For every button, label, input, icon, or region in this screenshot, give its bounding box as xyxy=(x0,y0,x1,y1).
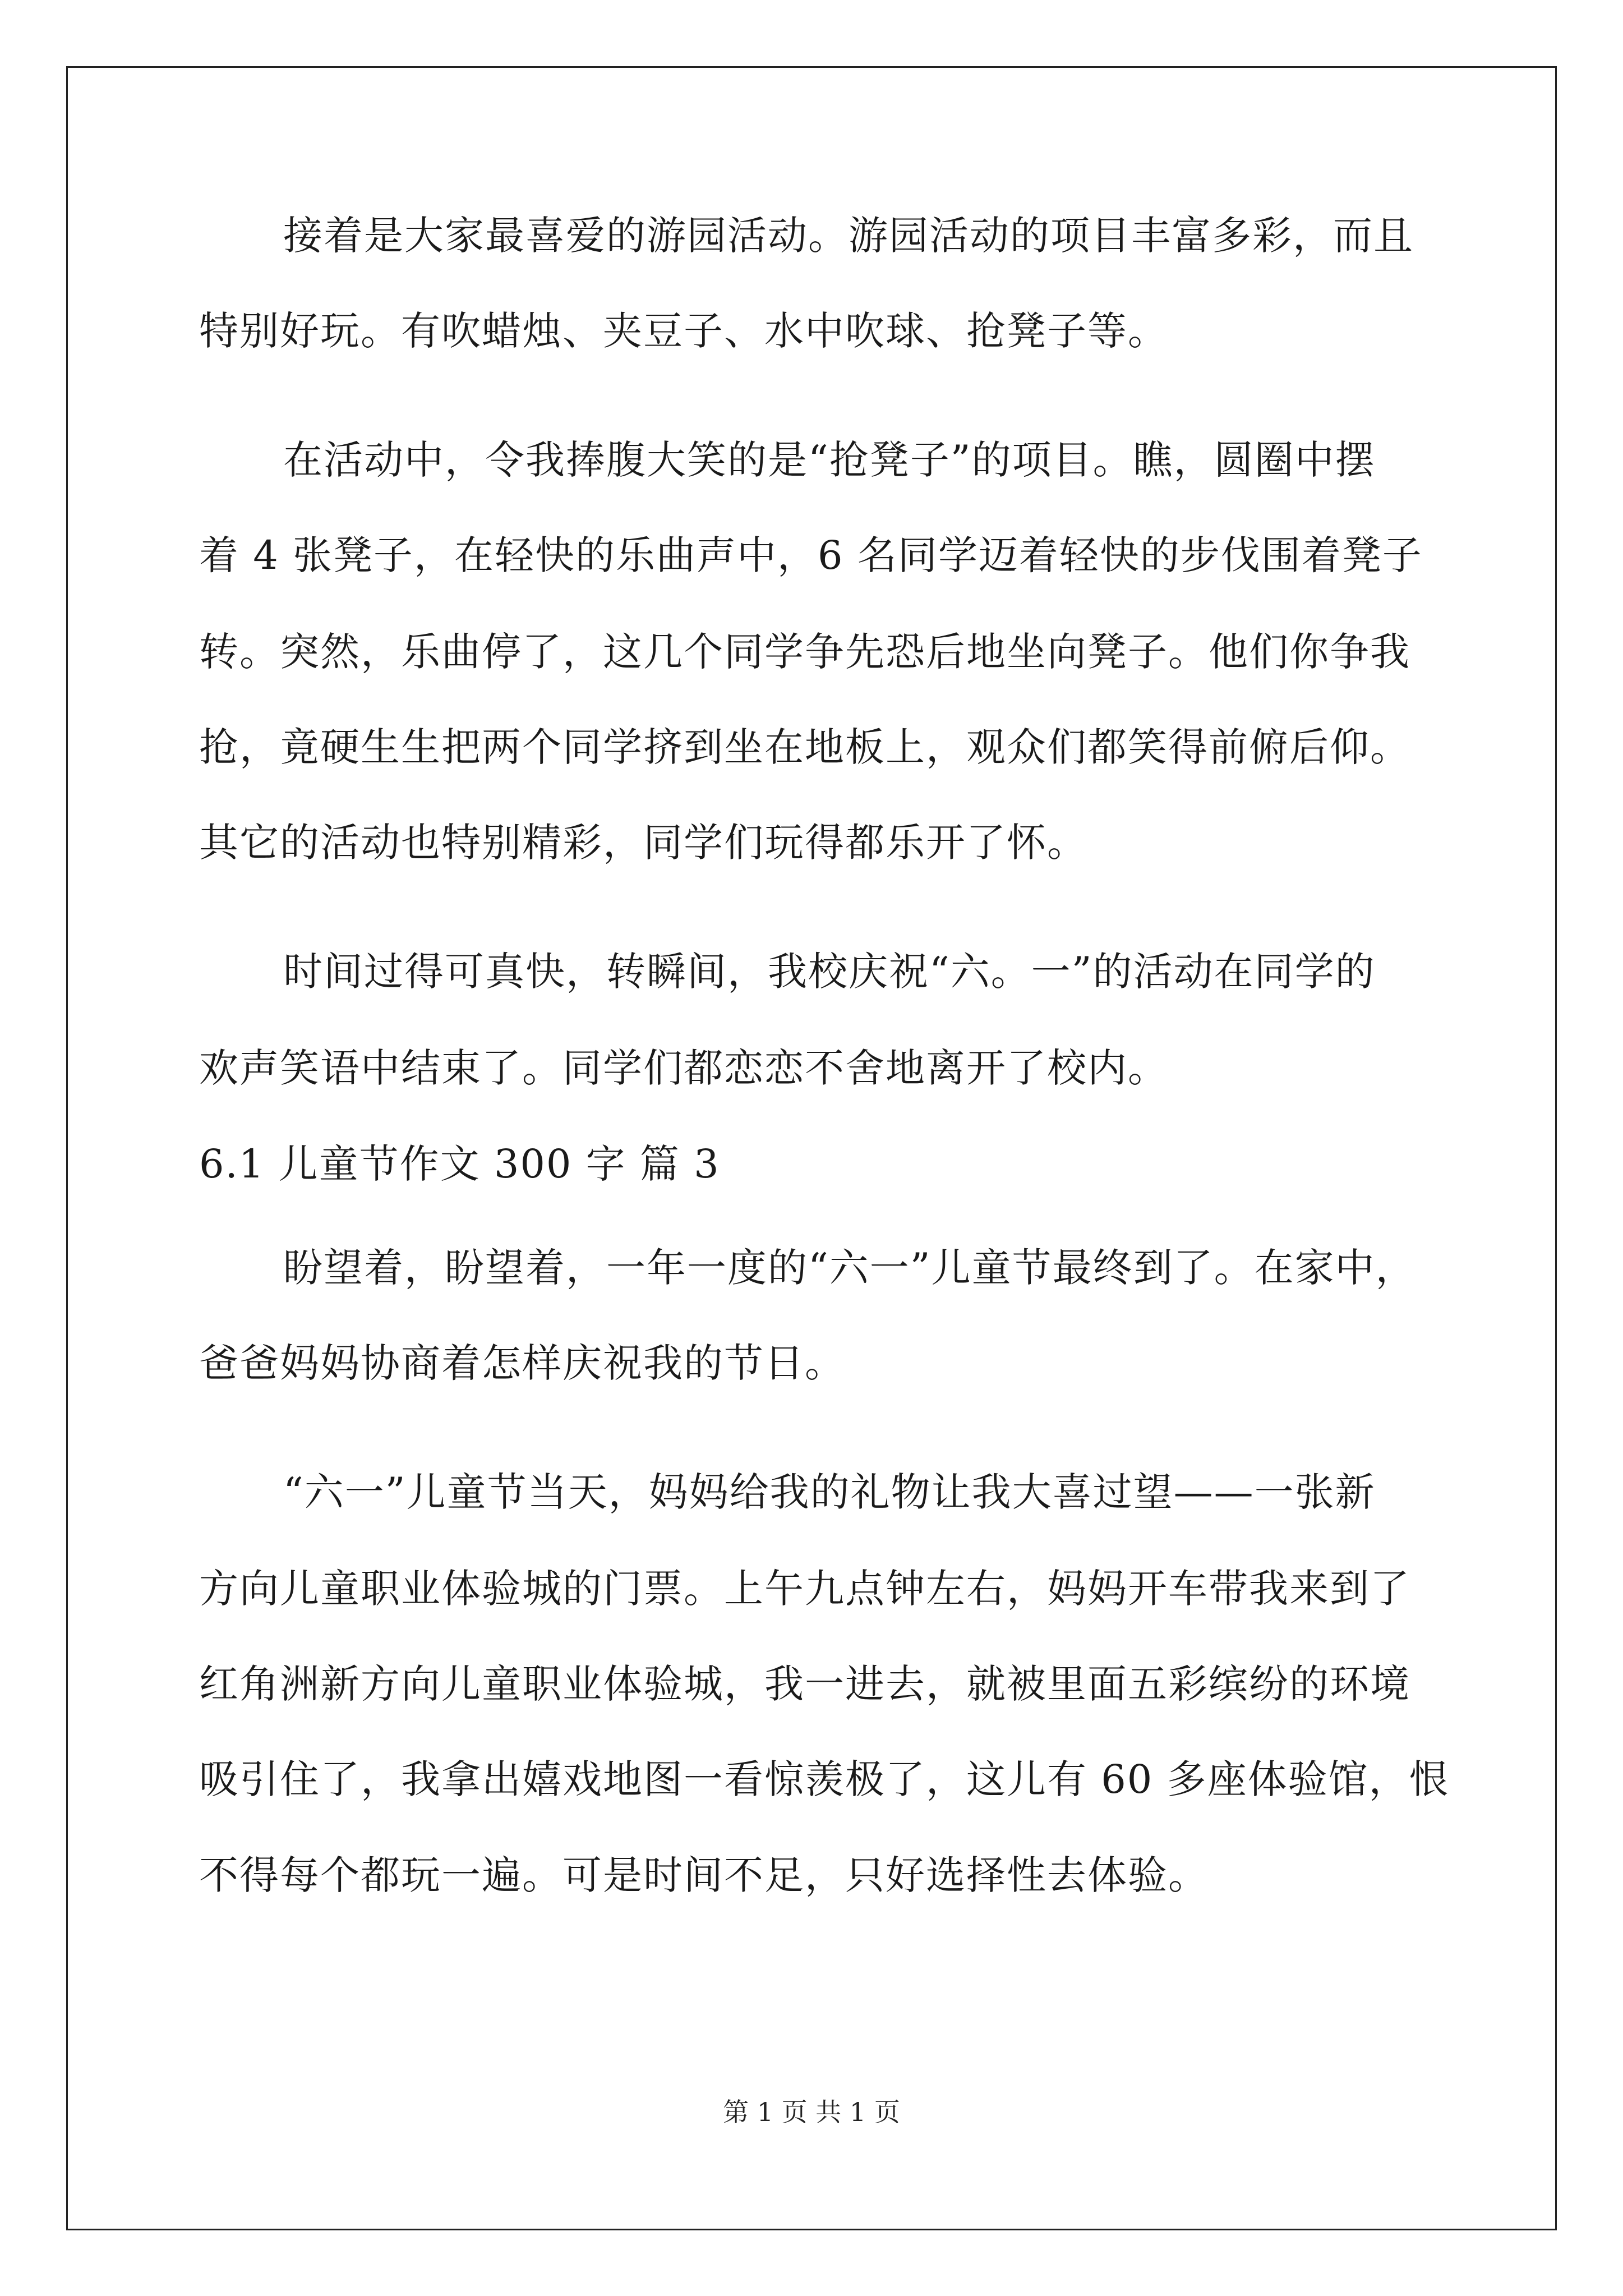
body-line: 盼望着，盼望着，一年一度的“六一”儿童节最终到了。在家中， xyxy=(283,1245,1416,1291)
body-line: 欢声笑语中结束了。同学们都恋恋不舍地离开了校内。 xyxy=(199,1045,1168,1091)
page-footer: 第 1 页 共 1 页 xyxy=(723,2097,900,2127)
body-line: 吸引住了，我拿出嬉戏地图一看惊羡极了，这儿有 60 多座体验馆，恨 xyxy=(199,1756,1450,1802)
section-heading: 6.1 儿童节作文 300 字 篇 3 xyxy=(199,1141,720,1187)
body-line: 特别好玩。有吹蜡烛、夹豆子、水中吹球、抢凳子等。 xyxy=(199,308,1168,354)
body-line: 红角洲新方向儿童职业体验城，我一进去，就被里面五彩缤纷的环境 xyxy=(199,1661,1410,1707)
body-line: 接着是大家最喜爱的游园活动。游园活动的项目丰富多彩，而且 xyxy=(283,213,1414,259)
body-line: 方向儿童职业体验城的门票。上午九点钟左右，妈妈开车带我来到了 xyxy=(199,1566,1410,1612)
body-line: 抢，竟硬生生把两个同学挤到坐在地板上，观众们都笑得前俯后仰。 xyxy=(199,724,1410,770)
body-line: 不得每个都玩一遍。可是时间不足，只好选择性去体验。 xyxy=(199,1852,1209,1898)
body-line: 爸爸妈妈协商着怎样庆祝我的节日。 xyxy=(199,1340,845,1386)
body-line: 在活动中，令我捧腹大笑的是“抢凳子”的项目。瞧，圆圈中摆 xyxy=(283,437,1376,483)
body-line: “六一”儿童节当天，妈妈给我的礼物让我大喜过望——一张新 xyxy=(283,1469,1376,1515)
body-line: 转。突然，乐曲停了，这几个同学争先恐后地坐向凳子。他们你争我 xyxy=(199,629,1410,675)
body-line: 时间过得可真快，转瞬间，我校庆祝“六。一”的活动在同学的 xyxy=(283,949,1376,995)
body-line: 其它的活动也特别精彩，同学们玩得都乐开了怀。 xyxy=(199,820,1087,866)
body-line: 着 4 张凳子，在轻快的乐曲声中，6 名同学迈着轻快的步伐围着凳子 xyxy=(199,532,1423,578)
